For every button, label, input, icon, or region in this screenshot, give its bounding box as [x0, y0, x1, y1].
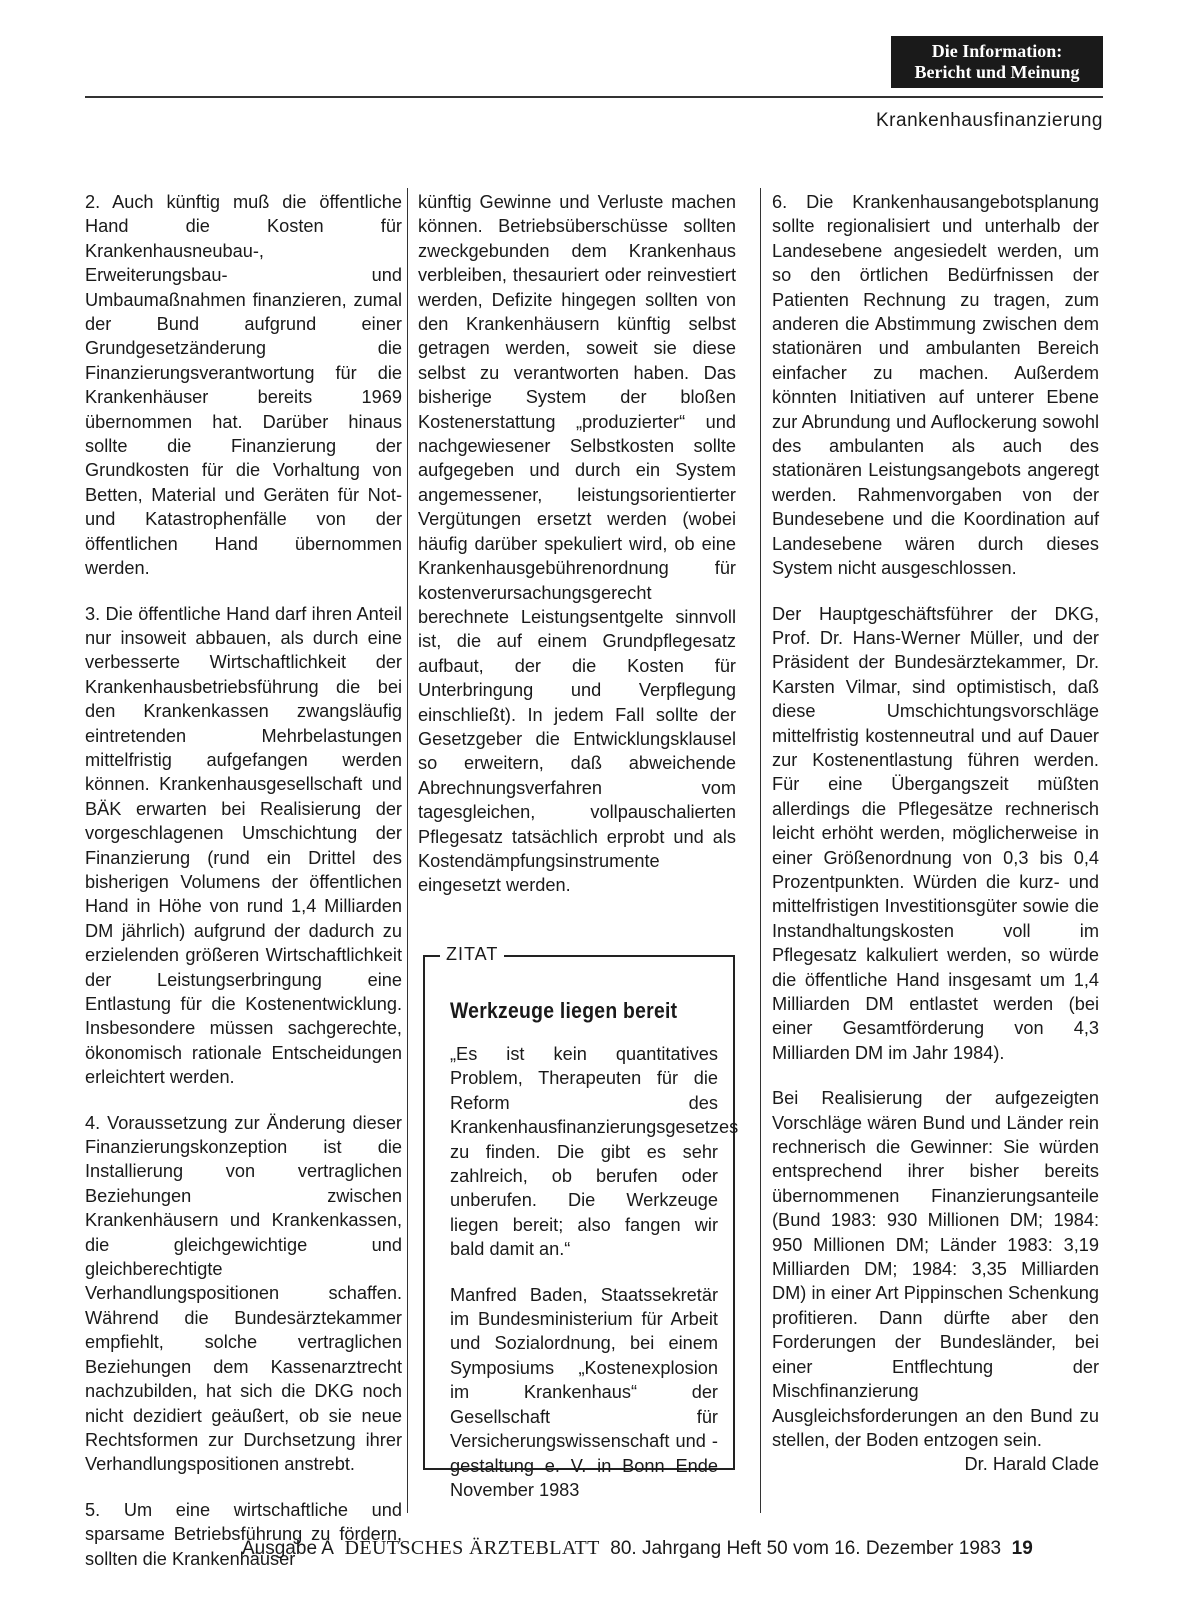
paragraph: 5. Um eine wirtschaftliche und sparsame Betriebsführung zu fördern, sollten die Krankenhäuser — [85, 1499, 402, 1569]
section-title: Krankenhausfinanzierung — [876, 110, 1103, 131]
article-column-3 — [772, 190, 1099, 1477]
quote-body — [450, 1042, 739, 1523]
quote-label: ZITAT — [440, 944, 504, 965]
paragraph: Der Hauptgeschäftsführer der DKG, Prof. Dr. Hans-Werner Müller, und der Präsident der Bundesärztekammer, Dr. Karsten Vilmar, sind optimistisch, daß diese Umschichtungsvorschläge mittelfristig kostenneutral und auf Dauer zur Kostenentlastung führen werden. Für eine Übergangszeit müßten allerdings die Pflegesätze rechnerisch leicht erhöht werden, möglicherweise in einer Größenordnung von 0,3 bis 0,4 Prozentpunkten. Würden die kurz- und mittelfristigen Investitionsgüter sowie die Instandhaltungskosten voll im Pflegesatz kalkuliert werden, so würde die öffentliche Hand insgesamt um 1,4 Milliarden DM entlastet werden (bei einer Gesamtförderung von 4,3 Milliarden DM im Jahr 1984). — [772, 603, 1099, 1063]
header-rule — [85, 96, 1103, 98]
paragraph — [772, 1086, 1099, 1475]
paragraph: 2. Auch künftig muß die öffentliche Hand die Kosten für Krankenhausneubau-, Erweiterungsbau- und Umbaumaßnahmen finanzieren, zumal der Bund aufgrund einer Grundgesetzänderung die Finanzierungsverantwortung für die Krankenhäuser bereits 1969 übernommen hat. Darüber hinaus sollte die Finanzierung der Grundkosten für die Vorhaltung von Betten, Material und Geräten für Not- und Katastrophenfälle von der öffentlichen Hand übernommen werden. — [85, 192, 402, 579]
article-column-1 — [85, 190, 402, 1592]
footer-edition: Ausgabe A — [242, 1538, 334, 1559]
article-column-2 — [418, 190, 736, 919]
paragraph: künftig Gewinne und Verluste machen können. Betriebsüberschüsse sollten zweckgebunden dem Krankenhaus verbleiben, thesauriert oder reinvestiert werden, Defizite hingegen sollten von den Krankenhäusern künftig selbst getragen werden, soweit sie diese selbst zu verantworten haben. Das bisherige System der bloßen Kostenerstattung „produzierter“ und nachgewiesener Selbstkosten sollte aufgegeben und durch ein System angemessener, leistungsorientierter Vergütungen ersetzt werden (wobei häufig darüber spekuliert wird, ob eine Krankenhausgebührenordnung für kostenverursachungsgerecht berechnete Leistungsentgelte sinnvoll ist, die auf einem Grundpflegesatz aufbaut, der die Kosten für Unterbringung und Verpflegung einschließt). In jedem Fall sollte der Gesetzgeber die Entwicklungsklausel so erweitern, daß abweichende Abrechnungsverfahren vom tagesgleichen, vollpauschalierten Pflegesatz tatsächlich erprobt und als Kostendämpfungsinstrumente eingesetzt werden. — [418, 192, 736, 896]
quote-source: Manfred Baden, Staatssekretär im Bundesministerium für Arbeit und Sozialordnung, bei einem Symposiums „Kostenexplosion im Krankenhaus“ der Gesellschaft für Versicherungswissenschaft und -gestaltung e. V. in Bonn Ende November 1983 — [450, 1284, 718, 1500]
badge-line-2: Bericht und Meinung — [914, 62, 1080, 82]
paragraph: 3. Die öffentliche Hand darf ihren Anteil nur insoweit abbauen, als durch eine verbesserte Wirtschaftlichkeit der Krankenhausbetriebsführung die bei den Krankenkassen zwangsläufig eintretenden Mehrbelastungen mittelfristig aufgefangen werden können. Krankenhausgesellschaft und BÄK erwarten bei Realisierung der vorgeschlagenen Umschichtung der Finanzierung (rund ein Drittel des bisherigen Volumens der öffentlichen Hand in Höhe von rund 1,4 Milliarden DM jährlich) aufgrund der dadurch zu erzielenden größeren Wirtschaftlichkeit der Leistungserbringung eine Entlastung für die Kostenentwicklung. Insbesondere müssen sachgerechte, ökonomisch rationale Entscheidungen erleichtert werden. — [85, 603, 402, 1088]
paragraph-text: Bei Realisierung der aufgezeigten Vorschläge wären Bund und Länder rein rechnerisch die Gewinner: Sie würden entsprechend ihrer bisher bereits übernommenen Finanzierungsanteile (Bund 1983: 930 Millionen DM; 1984: 950 Millionen DM; Länder 1983: 3,19 Milliarden DM; 1984: 3,35 Milliarden DM) in einer Art Pippinschen Schenkung profitieren. Dann dürfte aber den Forderungen der Bundesländer, bei einer Entflechtung der Mischfinanzierung Ausgleichsforderungen an den Bund zu stellen, der Boden entzogen sein. — [772, 1088, 1099, 1450]
paragraph: 4. Voraussetzung zur Änderung dieser Finanzierungskonzeption ist die Installierung von vertraglichen Beziehungen zwischen Krankenhäusern und Krankenkassen, die gleichgewichtige und gleichberechtigte Verhandlungspositionen schaffen. Während die Bundesärztekammer empfiehlt, solche vertraglichen Beziehungen dem Kassenarztrecht nachzubilden, hat sich die DKG noch nicht dezidiert geäußert, ob sie neue Rechtsformen zur Durchsetzung ihrer Verhandlungspositionen anstrebt. — [85, 1112, 402, 1475]
section-badge — [891, 36, 1103, 88]
footer-issue: 80. Jahrgang Heft 50 vom 16. Dezember 1983 — [610, 1538, 1002, 1559]
column-divider-2 — [760, 188, 761, 1513]
quote-title: Werkzeuge liegen bereit — [450, 998, 678, 1023]
paragraph: 6. Die Krankenhausangebotsplanung sollte regionalisiert und unterhalb der Landesebene angesiedelt werden, um so den örtlichen Bedürfnissen der Patienten Rechnung zu tragen, zum anderen die Abstimmung zwischen dem stationären und ambulanten Bereich einfacher zu machen. Außerdem könnten Initiativen auf unterer Ebene zur Abrundung und Auflockerung sowohl des ambulanten als auch des stationären Leistungsangebots angeregt werden. Rahmenvorgaben von der Bundesebene und die Koordination auf Landesebene wären durch dieses System nicht ausgeschlossen. — [772, 192, 1099, 579]
author: Dr. Harald Clade — [964, 1454, 1099, 1475]
column-divider-1 — [407, 188, 408, 1513]
quote-text: „Es ist kein quantitatives Problem, Therapeuten für die Reform des Krankenhausfinanzierungsgesetzes zu finden. Die gibt es sehr zahlreich, ob berufen oder unberufen. Die Werkzeuge liegen bereit; also fangen wir bald damit an.“ — [450, 1044, 739, 1260]
page-footer — [242, 1537, 1033, 1560]
badge-line-1: Die Information: — [931, 41, 1063, 61]
page-number: 19 — [1011, 1538, 1033, 1559]
footer-magazine: DEUTSCHES ÄRZTEBLATT — [344, 1537, 600, 1559]
